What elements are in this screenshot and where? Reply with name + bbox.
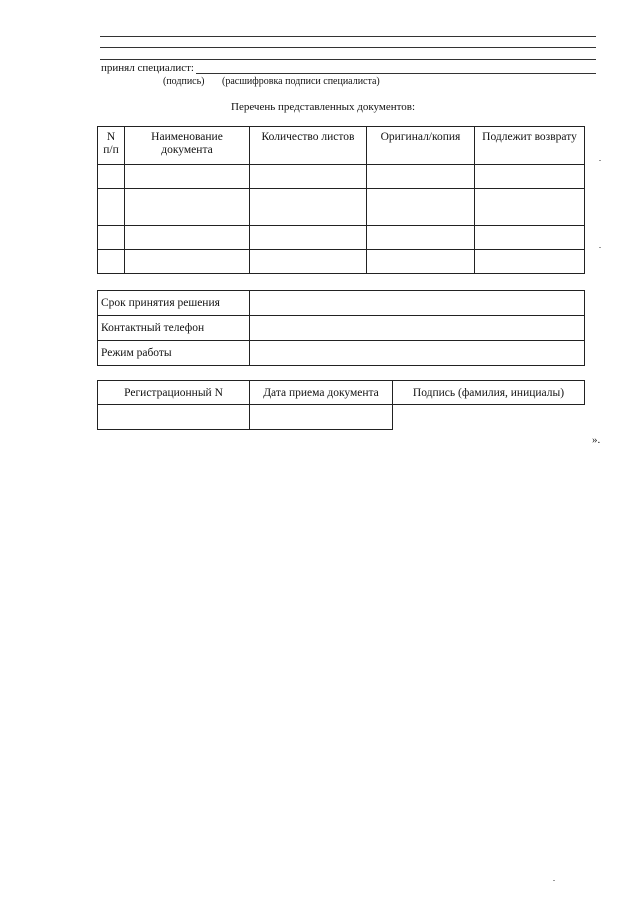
cell-sheet-count[interactable] (250, 250, 367, 274)
contact-phone-label: Контактный телефон (98, 316, 250, 341)
documents-header-row (98, 127, 585, 165)
header-number: N п/п (98, 127, 125, 165)
documents-list-title: Перечень представленных документов: (231, 101, 416, 113)
info-table (97, 290, 585, 366)
accepted-specialist-label: принял специалист: (101, 62, 194, 74)
header-to-return: Подлежит возврату (475, 127, 585, 165)
specialist-signature-line (196, 73, 596, 74)
cell-sheet-count[interactable] (250, 226, 367, 250)
table-row (98, 165, 585, 189)
cell-original-copy[interactable] (367, 189, 475, 226)
cell-original-copy[interactable] (367, 250, 475, 274)
cell-sheet-count[interactable] (250, 189, 367, 226)
table-row (98, 250, 585, 274)
info-row-working-hours (98, 341, 585, 366)
table-row (98, 189, 585, 226)
cell-document-name[interactable] (125, 189, 250, 226)
header-original-copy: Оригинал/копия (367, 127, 475, 165)
top-rule-3 (100, 59, 596, 60)
table-row (98, 226, 585, 250)
cell-original-copy[interactable] (367, 165, 475, 189)
cell-number[interactable] (98, 189, 125, 226)
cell-document-name[interactable] (125, 165, 250, 189)
scan-speck (599, 247, 601, 248)
registration-table (97, 380, 585, 430)
cell-document-name[interactable] (125, 226, 250, 250)
header-sheet-count: Количество листов (250, 127, 367, 165)
scan-speck (553, 880, 555, 881)
info-row-contact-phone (98, 316, 585, 341)
cell-to-return[interactable] (475, 226, 585, 250)
receipt-date-value[interactable] (250, 405, 393, 430)
registration-header-row (98, 381, 585, 405)
cell-original-copy[interactable] (367, 226, 475, 250)
closing-quote-mark: ». (592, 434, 601, 446)
decoding-caption: (расшифровка подписи специалиста) (222, 76, 380, 87)
info-row-decision-term (98, 291, 585, 316)
top-rule-2 (100, 47, 596, 48)
cell-sheet-count[interactable] (250, 165, 367, 189)
cell-number[interactable] (98, 250, 125, 274)
working-hours-label: Режим работы (98, 341, 250, 366)
contact-phone-value[interactable] (250, 316, 585, 341)
cell-to-return[interactable] (475, 250, 585, 274)
signature-blank-area (393, 405, 585, 430)
receipt-date-header: Дата приема документа (250, 381, 393, 405)
scan-speck (599, 160, 601, 161)
registration-value-row (98, 405, 585, 430)
top-rule-1 (100, 36, 596, 37)
cell-to-return[interactable] (475, 165, 585, 189)
signature-caption: (подпись) (163, 76, 205, 87)
decision-term-label: Срок принятия решения (98, 291, 250, 316)
documents-table (97, 126, 585, 274)
cell-to-return[interactable] (475, 189, 585, 226)
header-document-name: Наименование документа (125, 127, 250, 165)
cell-number[interactable] (98, 165, 125, 189)
cell-number[interactable] (98, 226, 125, 250)
working-hours-value[interactable] (250, 341, 585, 366)
cell-document-name[interactable] (125, 250, 250, 274)
registration-number-value[interactable] (98, 405, 250, 430)
decision-term-value[interactable] (250, 291, 585, 316)
registration-number-header: Регистрационный N (98, 381, 250, 405)
signature-header: Подпись (фамилия, инициалы) (393, 381, 585, 405)
